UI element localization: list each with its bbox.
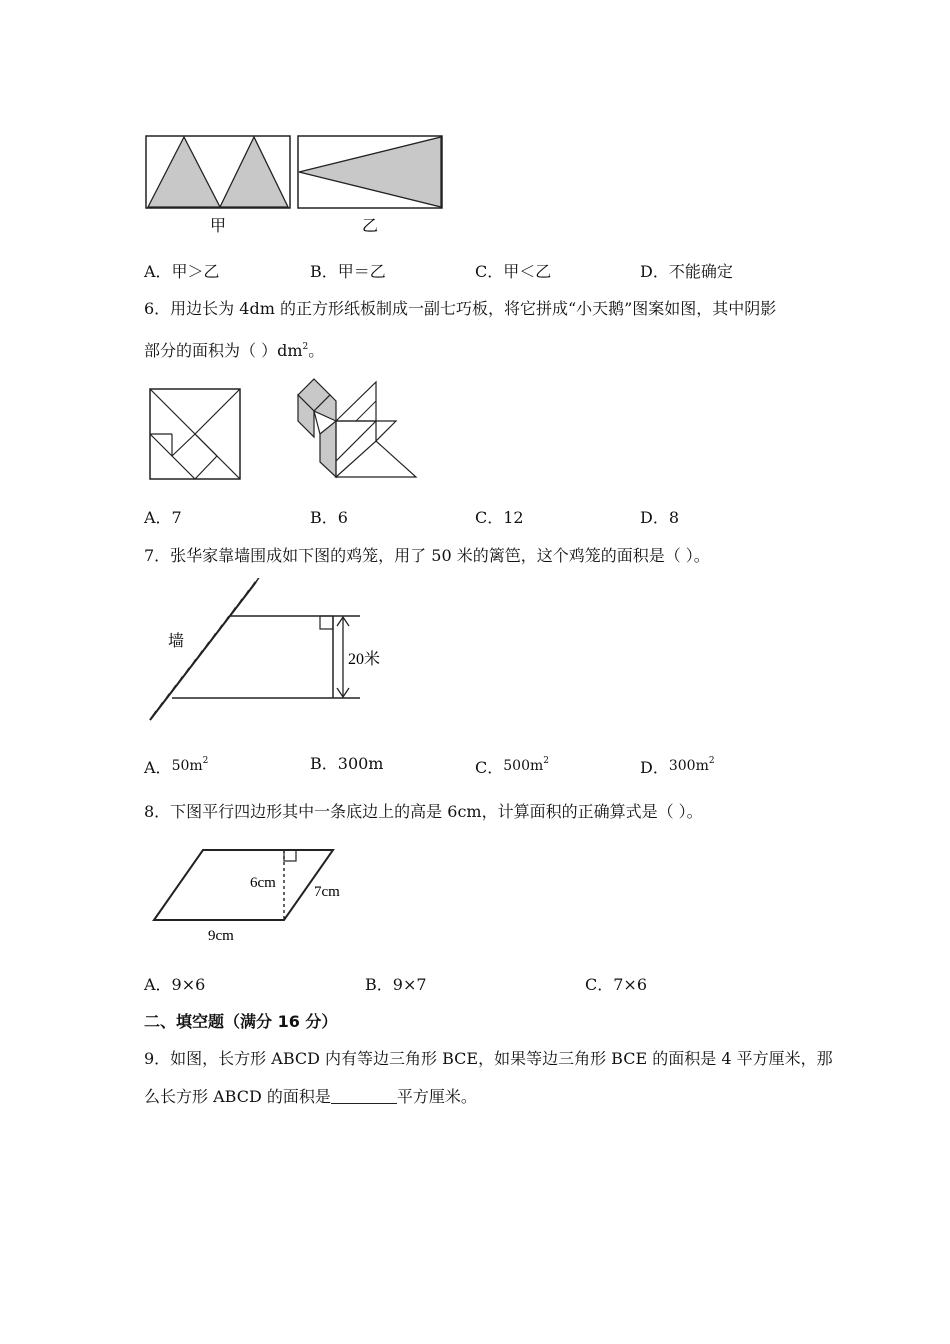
q7-option-a-sup: 2 (202, 756, 209, 766)
wall-hatch-mark (203, 642, 209, 651)
q7-figure (140, 578, 380, 726)
q5-label-yi: 乙 (361, 218, 379, 235)
wall-hatch-mark (236, 599, 242, 608)
q7-option-c-prefix: C． (475, 758, 504, 777)
q8-question: 8．下图平行四边形其中一条底边上的高是 6cm，计算面积的正确算式是（ ）。 (144, 802, 703, 821)
q6-option-d[interactable]: D．8 (640, 508, 680, 527)
q6-line2-sup: 2 (302, 342, 309, 352)
q5-option-a[interactable]: A．甲＞乙 (144, 262, 220, 281)
q7-option-a[interactable] (144, 754, 208, 779)
q7-option-b[interactable] (310, 754, 383, 774)
wall-hatch-mark (256, 578, 262, 582)
q7-option-a-prefix: A． (144, 758, 172, 777)
q7-option-b-prefix: B． (310, 754, 338, 773)
q5-option-d[interactable]: D．不能确定 (640, 262, 733, 281)
q6-question-line1: 6．用边长为 4dm 的正方形纸板制成一副七巧板，将它拼成“小天鹅”图案如图，其中阴影 (144, 299, 777, 318)
q9-question-line1: 9．如图，长方形 ABCD 内有等边三角形 BCE，如果等边三角形 BCE 的面积是 4 平方厘米，那 (144, 1049, 833, 1068)
wall-hatch-mark (223, 616, 229, 625)
q7-option-d-prefix: D． (640, 758, 669, 777)
q5-triangle-2 (220, 137, 288, 207)
q6-swan-figure (292, 376, 422, 482)
wall-hatch-mark (230, 608, 236, 617)
q7-option-d[interactable] (640, 754, 715, 779)
q8-base-label: 9cm (208, 928, 234, 944)
q8-option-b[interactable]: B．9×7 (365, 975, 427, 994)
q5-option-c[interactable]: C．甲＜乙 (475, 262, 552, 281)
wall-hatch-mark (210, 633, 216, 642)
q5-triangle-3 (299, 137, 441, 207)
q6-question-line2 (144, 337, 324, 361)
q8-height-label: 6cm (250, 875, 276, 891)
wall-hatch-mark (243, 590, 249, 599)
q5-figure (140, 130, 450, 242)
q6-option-b[interactable]: B．6 (310, 508, 348, 527)
wall-hatch-mark (163, 694, 169, 703)
q5-label-jia: 甲 (209, 218, 227, 235)
wall-hatch-mark (190, 659, 196, 668)
q6-option-a[interactable]: A．7 (144, 508, 182, 527)
q7-option-c-sup: 2 (543, 756, 549, 766)
q6-line2-end: 。 (308, 341, 325, 360)
q7-option-b-value: 300m (337, 754, 384, 773)
q7-option-c[interactable] (475, 754, 549, 779)
q9-line2-text: 么长方形 ABCD 的面积是 (144, 1087, 331, 1106)
q7-question: 7．张华家靠墙围成如下图的鸡笼，用了 50 米的篱笆，这个鸡笼的面积是（ ）。 (144, 546, 710, 565)
q7-height-label: 20米 (348, 651, 380, 668)
wall-hatch-mark (249, 582, 255, 591)
section-title-fill-in: 二、填空题（满分 16 分） (144, 1012, 338, 1031)
q7-option-d-value: 300m (668, 758, 709, 774)
q6-tangram-square (146, 386, 246, 486)
wall-hatch-mark (170, 685, 176, 694)
q5-triangle-1 (148, 137, 220, 207)
q8-side-label: 7cm (314, 884, 340, 900)
q9-question-line2 (144, 1087, 477, 1107)
q7-wall-label: 墙 (168, 633, 185, 650)
wall-hatch-mark (150, 711, 156, 720)
q7-option-a-value: 50m (171, 758, 203, 774)
wall-hatch-mark (177, 677, 183, 686)
wall-hatch-mark (183, 668, 189, 677)
q6-option-c[interactable]: C．12 (475, 508, 524, 527)
q8-option-c[interactable]: C．7×6 (585, 975, 648, 994)
wall-hatch-mark (196, 651, 202, 660)
q8-parallelogram-figure (146, 840, 366, 950)
q6-line2-text: 部分的面积为（ ）dm (144, 341, 303, 360)
wall-hatch-mark (157, 702, 163, 711)
q9-line2-end: 平方厘米。 (396, 1087, 477, 1106)
q9-answer-blank[interactable] (331, 1089, 397, 1104)
wall-hatch-mark (216, 625, 222, 634)
q7-option-d-sup: 2 (708, 756, 715, 766)
q5-option-b[interactable]: B．甲＝乙 (310, 262, 386, 281)
q8-option-a[interactable]: A．9×6 (144, 975, 206, 994)
q7-option-c-value: 500m (503, 758, 544, 774)
